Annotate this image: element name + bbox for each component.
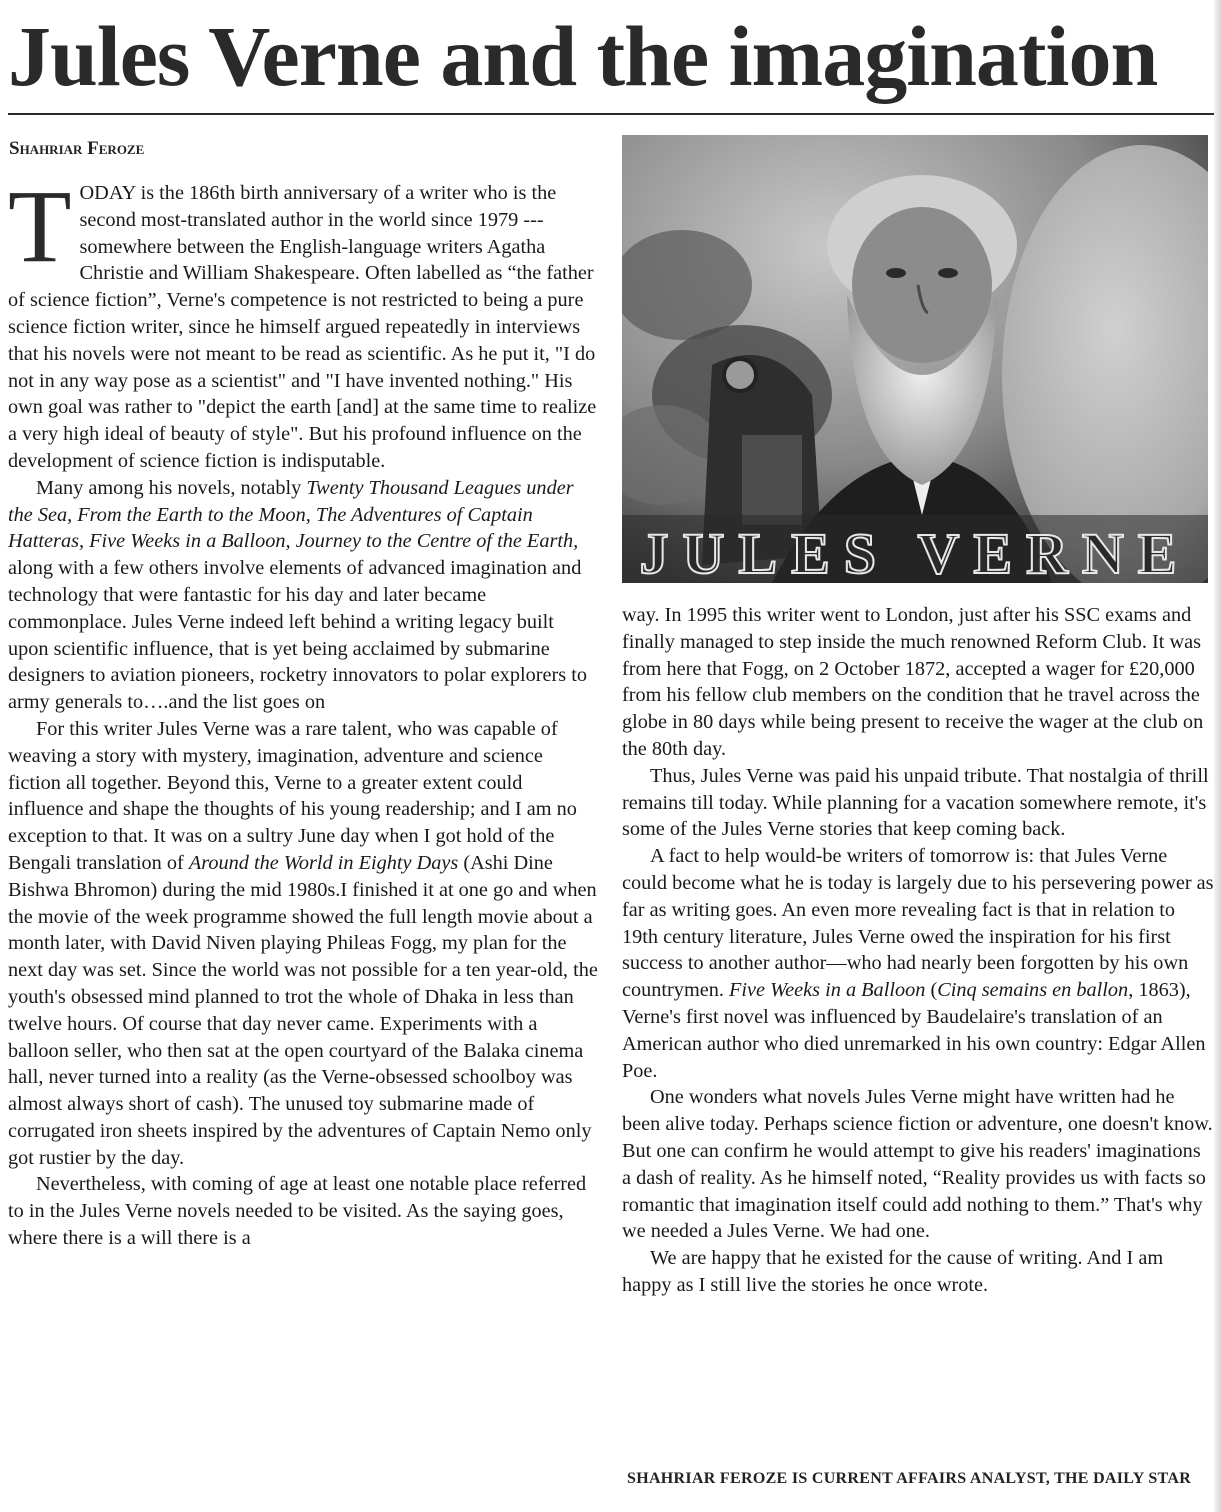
paragraph-3-rest: (Ashi Dine Bishwa Bhromon) during the mid 1980s.I finished it at one go and when the movie of the week programme showed the full length movie about a month later, with David Niven playing Phileas Fogg, my plan for the next day was set. Since the world was not possible for a ten year-old, the youth's obsessed mind planned to trot the whole of Dhaka in less than twelve hours. Of course that day never came. Experiments with a balloon seller, who then sat at the open courtyard of the Balaka cinema hall, never turned into a reality (as the Verne-obsessed schoolboy was almost always short of cash). The unused toy submarine made of corrugated iron sheets inspired by the adventures of Captain Nemo only got rustier by the day. [8,851,598,1169]
paragraph-2-lead: Many among his novels, notably [36,476,307,499]
paragraph-6-lead: A fact to help would-be writers of tomorrow is: that Jules Verne could become what he is today is largely due to his persevering power as far as writing goes. An even more revealing fact is that in relation to 19th century literature, Jules Verne owed the inspiration for his first success to another author—who had nearly been forgotten by his own countrymen. [622,845,1214,1002]
paragraph-7: One wonders what novels Jules Verne might have written had he been alive today. Perhaps science fiction or adventure, one doesn't know. But one can confirm he would attempt to give his readers' imaginations a dash of reality. As he himself noted, “Reality provides us with facts so romantic that imagination itself could add nothing to them.” That's why we needed a Jules Verne. We had one. [622,1086,1213,1243]
paragraph-3-title: Around the World in Eighty Days [188,851,459,874]
paragraph-2 [8,475,598,716]
paragraph-2-rest: along with a few others involve elements of advanced imagination and technology that were fantastic for his day and later became commonplace. Jules Verne indeed left behind a writing legacy built upon scientific influence, that is yet being acclaimed by submarine designers to aviation pioneers, rocketry innovators to polar explorers to army generals to….and the list goes on [8,557,587,714]
paragraph-4-end: way. In 1995 this writer went to London, just after his SSC exams and finally managed to step inside the much renowned Reform Club. It was from here that Fogg, on 2 October 1872, accepted a wager for £20,000 from his fellow club members on the condition that he travel across the globe in 80 days while being present to receive the wager at the club on the 80th day. [622,604,1204,760]
paragraph-1-text: ODAY is the 186th birth anniversary of a writer who is the second most-translated author in the world since 1979 --- somewhere between the English-language writers Agatha Christie and William Shakespeare. Often labelled as “the father of science fiction”, Verne's competence is not restricted to being a pure science fiction writer, since he himself argued repeatedly in interviews that his novels were not meant to be read as scientific. As he put it, "I do not in any way pose as a scientist" and "I have invented nothing." His own goal was rather to "depict the earth [and] at the same time to realize a very high ideal of beauty of style". But his profound influence on the development of science fiction is indisputable. [8,182,597,472]
drop-cap: T [8,169,72,284]
headline-rule [8,113,1214,115]
portrait-caption: JULES VERNE [639,521,1191,583]
byline: Shahriar Feroze [9,138,145,159]
article-column-right [622,602,1214,1299]
paragraph-2-titles: Twenty Thousand Leagues under the Sea, From the Earth to the Moon, The Adventures of Captain Hatteras, Five Weeks in a Balloon, Journey to the Centre of the Earth, [8,476,579,553]
paragraph-6 [622,843,1214,1084]
paragraph-3 [8,716,598,1172]
article-column-left [8,169,598,1252]
jules-verne-portrait [622,135,1208,583]
headline: Jules Verne and the imagination [8,8,1158,104]
paragraph-6-title-fr: Cinq semains en ballon [937,979,1129,1002]
paragraph-6-title: Five Weeks in a Balloon [729,979,926,1002]
paragraph-8: We are happy that he existed for the cause of writing. And I am happy as I still live the stories he once wrote. [622,1247,1164,1296]
paragraph-4-start: Nevertheless, with coming of age at least one notable place referred to in the Jules Verne novels needed to be visited. As the saying goes, where there is a will there is a [8,1173,587,1250]
paragraph-1 [8,169,598,475]
author-tagline: SHAHRIAR FEROZE IS CURRENT AFFAIRS ANALYST, THE DAILY STAR [627,1470,1192,1487]
paragraph-6-paren: ( [925,979,938,1002]
paragraph-6-rest: , 1863), Verne's first novel was influenced by Baudelaire's translation of an American author who died unremarked in his own country: Edgar Allen Poe. [622,979,1206,1082]
page-edge [1214,0,1221,1512]
paragraph-3-lead: For this writer Jules Verne was a rare talent, who was capable of weaving a story with mystery, imagination, adventure and science fiction all together. Beyond this, Verne to a greater extent could influence and shape the thoughts of his young readership; and I am no exception to that. It was on a sultry June day when I got hold of the Bengali translation of [8,717,577,874]
paragraph-5: Thus, Jules Verne was paid his unpaid tribute. That nostalgia of thrill remains till today. While planning for a vacation somewhere remote, it's some of the Jules Verne stories that keep coming back. [622,764,1209,841]
